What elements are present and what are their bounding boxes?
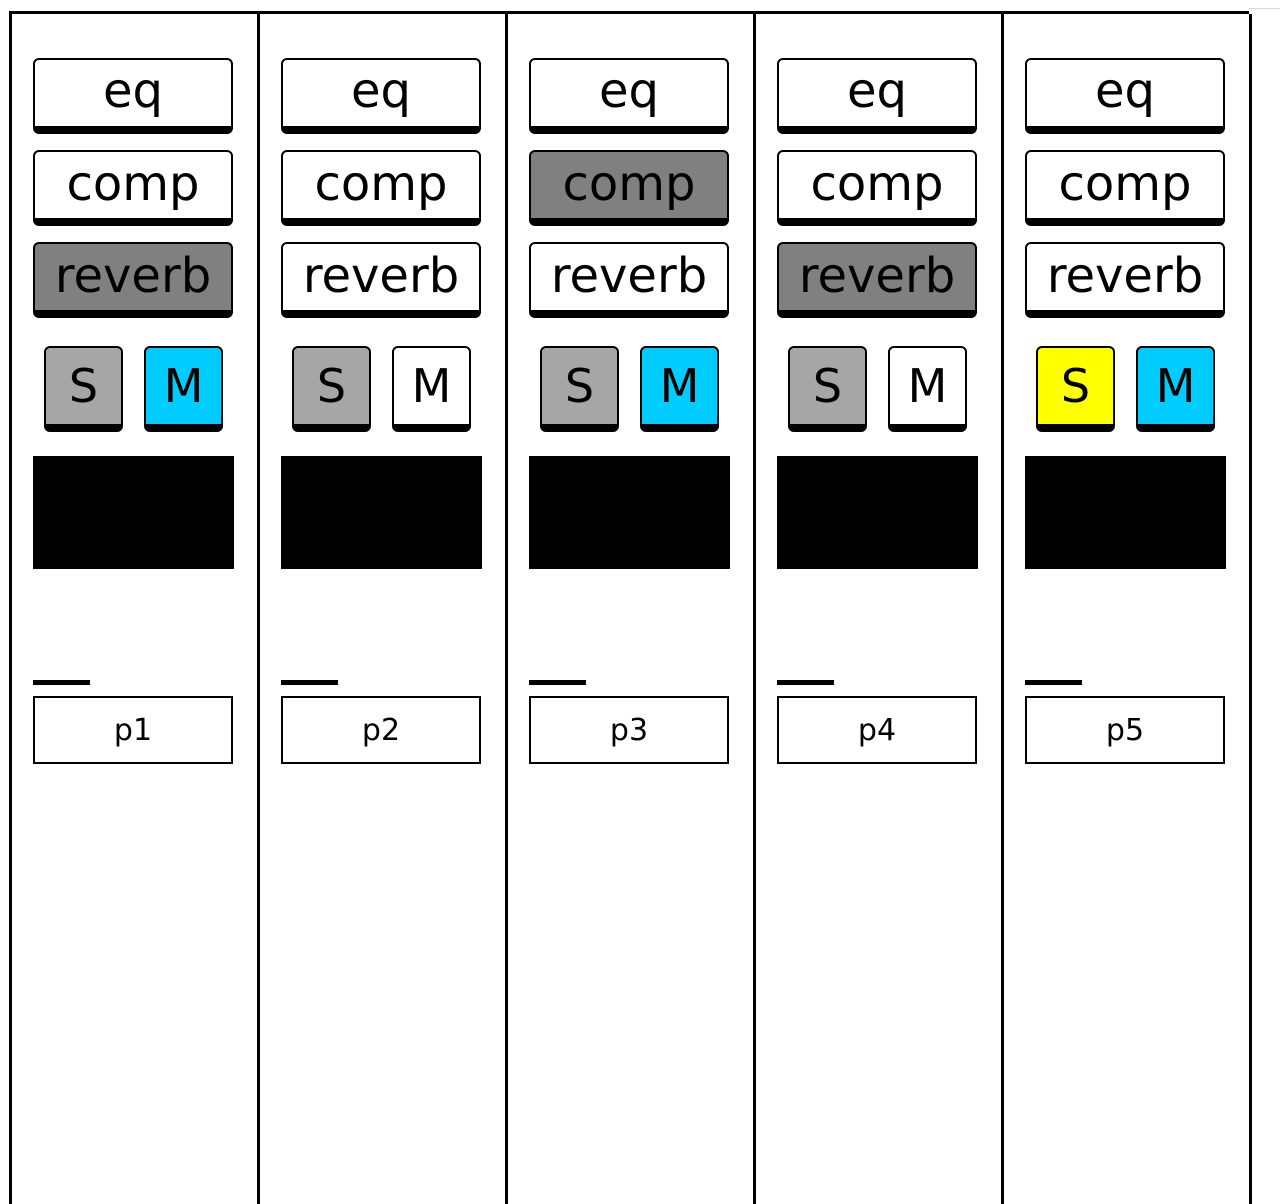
channel-name-input[interactable] xyxy=(281,696,481,764)
fader-handle[interactable] xyxy=(33,680,90,685)
comp-button[interactable]: comp xyxy=(1025,150,1225,226)
comp-button[interactable]: comp xyxy=(33,150,233,226)
eq-button[interactable]: eq xyxy=(281,58,481,134)
channel-strip xyxy=(260,14,508,1204)
channel-name-input[interactable] xyxy=(1025,696,1225,764)
top-divider xyxy=(1249,8,1280,9)
channel-strip xyxy=(12,14,260,1204)
comp-button[interactable]: comp xyxy=(777,150,977,226)
fader-handle[interactable] xyxy=(281,680,338,685)
channel-name-input[interactable] xyxy=(529,696,729,764)
mixer-panel xyxy=(9,11,1249,1204)
eq-button[interactable]: eq xyxy=(777,58,977,134)
solo-button[interactable]: S xyxy=(540,346,619,432)
level-meter xyxy=(1025,456,1226,569)
reverb-button[interactable]: reverb xyxy=(281,242,481,318)
reverb-button[interactable]: reverb xyxy=(777,242,977,318)
channel-strip xyxy=(508,14,756,1204)
level-meter xyxy=(281,456,482,569)
comp-button[interactable]: comp xyxy=(281,150,481,226)
channel-name-input[interactable] xyxy=(33,696,233,764)
eq-button[interactable]: eq xyxy=(1025,58,1225,134)
fader-handle[interactable] xyxy=(529,680,586,685)
fader-handle[interactable] xyxy=(1025,680,1082,685)
reverb-button[interactable]: reverb xyxy=(33,242,233,318)
solo-button[interactable]: S xyxy=(292,346,371,432)
channel-strip xyxy=(756,14,1004,1204)
channel-strip xyxy=(1004,14,1252,1204)
mute-button[interactable]: M xyxy=(144,346,223,432)
level-meter xyxy=(529,456,730,569)
mute-button[interactable]: M xyxy=(888,346,967,432)
reverb-button[interactable]: reverb xyxy=(529,242,729,318)
solo-button[interactable]: S xyxy=(1036,346,1115,432)
level-meter xyxy=(777,456,978,569)
fader-handle[interactable] xyxy=(777,680,834,685)
solo-button[interactable]: S xyxy=(44,346,123,432)
mute-button[interactable]: M xyxy=(640,346,719,432)
mute-button[interactable]: M xyxy=(392,346,471,432)
channel-name-input[interactable] xyxy=(777,696,977,764)
mute-button[interactable]: M xyxy=(1136,346,1215,432)
solo-button[interactable]: S xyxy=(788,346,867,432)
reverb-button[interactable]: reverb xyxy=(1025,242,1225,318)
eq-button[interactable]: eq xyxy=(33,58,233,134)
level-meter xyxy=(33,456,234,569)
comp-button[interactable]: comp xyxy=(529,150,729,226)
eq-button[interactable]: eq xyxy=(529,58,729,134)
